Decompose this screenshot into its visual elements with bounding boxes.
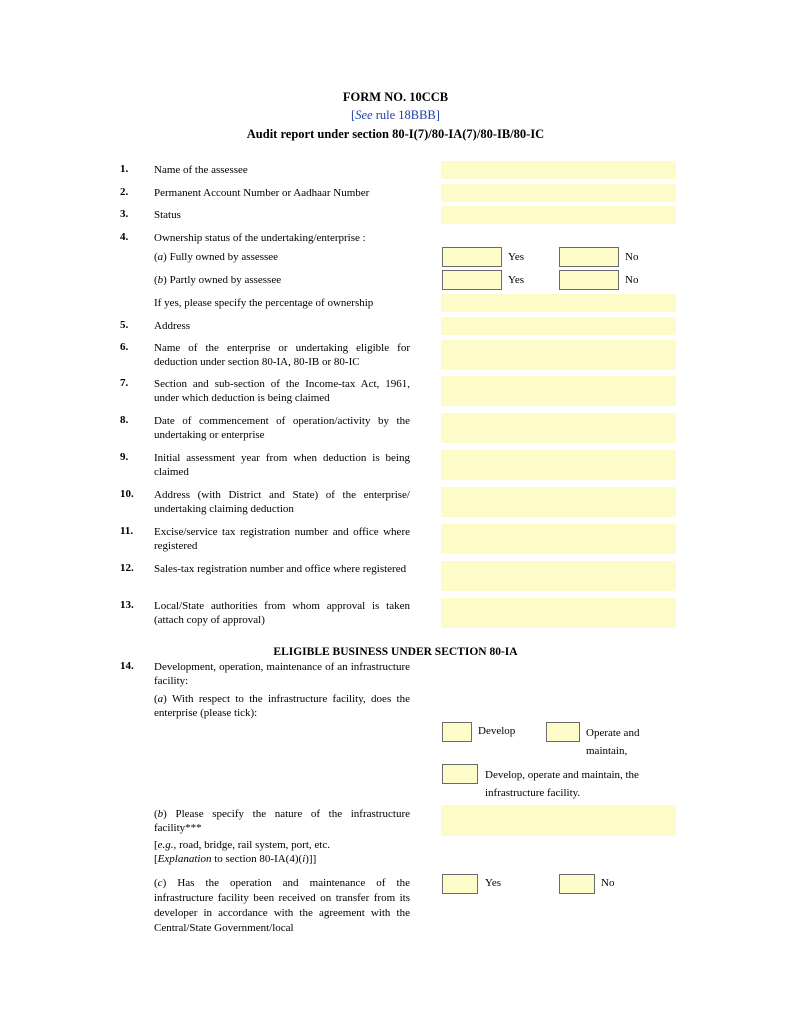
item-number: 13. (120, 599, 134, 611)
form-number: FORM NO. 10CCB (342, 90, 449, 104)
item-label: Status (154, 209, 181, 221)
item14-c-label: (c) Has the operation and maintenance of the infrastructure facility been received on transfer from its developer in accordance with the agreement with the Central/State Government/local (154, 877, 410, 934)
yes-label: Yes (485, 877, 502, 889)
sales-tax-registration-field[interactable] (441, 561, 676, 591)
item-label: Name of the assessee (154, 164, 248, 176)
item-number: 4. (120, 231, 129, 243)
partly-owned-yes-checkbox[interactable] (442, 270, 502, 290)
status-field[interactable] (441, 206, 676, 224)
item-label: Name of the enterprise or undertaking eligible for deduction under section 80-IA, 80-IB or 80-IC (154, 342, 410, 368)
item-label: Address (with District and State) of the enterprise/ undertaking claiming deduction (154, 489, 410, 515)
item-number: 6. (120, 341, 129, 353)
fully-owned-yes-checkbox[interactable] (442, 247, 502, 267)
operate-maintain-label: Operate and maintain, (586, 727, 640, 757)
yes-label: Yes (508, 274, 525, 286)
rule-reference: [See rule 18BBB] (351, 108, 440, 122)
enterprise-name-field[interactable] (441, 340, 676, 370)
item14-a-label: (a) With respect to the infrastructure facility, does the enterprise (please tick): (154, 693, 410, 719)
assessee-name-field[interactable] (441, 161, 676, 179)
develop-operate-maintain-checkbox[interactable] (442, 764, 478, 784)
excise-registration-field[interactable] (441, 524, 676, 554)
transfer-no-checkbox[interactable] (559, 874, 595, 894)
develop-operate-maintain-label: Develop, operate and maintain, the infrastructure facility. (485, 769, 639, 799)
develop-label: Develop (478, 725, 516, 737)
item-label: Section and sub-section of the Income-tax Act, 1961, under which deduction is being claimed (154, 378, 410, 404)
fully-owned-no-checkbox[interactable] (559, 247, 619, 267)
section-heading: ELIGIBLE BUSINESS UNDER SECTION 80-IA (273, 646, 518, 658)
enterprise-address-field[interactable] (441, 487, 676, 517)
item-number: 10. (120, 488, 134, 500)
item-label: Initial assessment year from when deduction is being claimed (154, 452, 410, 478)
initial-assessment-year-field[interactable] (441, 450, 676, 480)
item-label: Development, operation, maintenance of an infrastructure facility: (154, 661, 410, 687)
ownership-b-label: (b) Partly owned by assessee (154, 274, 282, 286)
section-subsection-field[interactable] (441, 376, 676, 406)
item-label: Excise/service tax registration number and office where registered (154, 526, 410, 552)
ownership-a-label: (a) Fully owned by assessee (154, 251, 279, 263)
partly-owned-no-checkbox[interactable] (559, 270, 619, 290)
item-label: Date of commencement of operation/activity by the undertaking or enterprise (154, 415, 410, 441)
item-number: 11. (120, 525, 134, 537)
item14-b-label: (b) Please specify the nature of the infrastructure facility*** (154, 808, 410, 834)
develop-checkbox[interactable] (442, 722, 472, 742)
item-number: 9. (120, 451, 129, 463)
transfer-yes-checkbox[interactable] (442, 874, 478, 894)
item-number: 12. (120, 562, 134, 574)
ownership-percentage-label: If yes, please specify the percentage of ownership (154, 297, 374, 309)
commencement-date-field[interactable] (441, 413, 676, 443)
item-label: Ownership status of the undertaking/enterprise : (154, 232, 366, 244)
item-label: Address (154, 320, 191, 332)
item-label: Permanent Account Number or Aadhaar Number (154, 187, 370, 199)
item-label: Local/State authorities from whom approval is taken (attach copy of approval) (154, 600, 410, 626)
item-number: 1. (120, 163, 129, 175)
operate-maintain-checkbox[interactable] (546, 722, 580, 742)
no-label: No (625, 251, 639, 263)
no-label: No (625, 274, 639, 286)
item-number: 3. (120, 208, 129, 220)
item-number: 2. (120, 186, 129, 198)
item-number: 8. (120, 414, 129, 426)
no-label: No (601, 877, 615, 889)
ownership-percentage-field[interactable] (441, 294, 676, 312)
item-label: Sales-tax registration number and office where registered (154, 563, 407, 575)
yes-label: Yes (508, 251, 525, 263)
form-subtitle: Audit report under section 80-I(7)/80-IA(7)/80-IB/80-IC (246, 127, 545, 141)
item-number: 7. (120, 377, 129, 389)
pan-field[interactable] (441, 184, 676, 202)
item14-example-note: [e.g., road, bridge, rail system, port, etc. [Explanation to section 80-IA(4)(i)]] (154, 839, 330, 865)
item-number: 14. (120, 660, 134, 672)
approval-authorities-field[interactable] (441, 598, 676, 628)
infrastructure-nature-field[interactable] (441, 805, 676, 836)
address-field[interactable] (441, 317, 676, 335)
item-number: 5. (120, 319, 129, 331)
